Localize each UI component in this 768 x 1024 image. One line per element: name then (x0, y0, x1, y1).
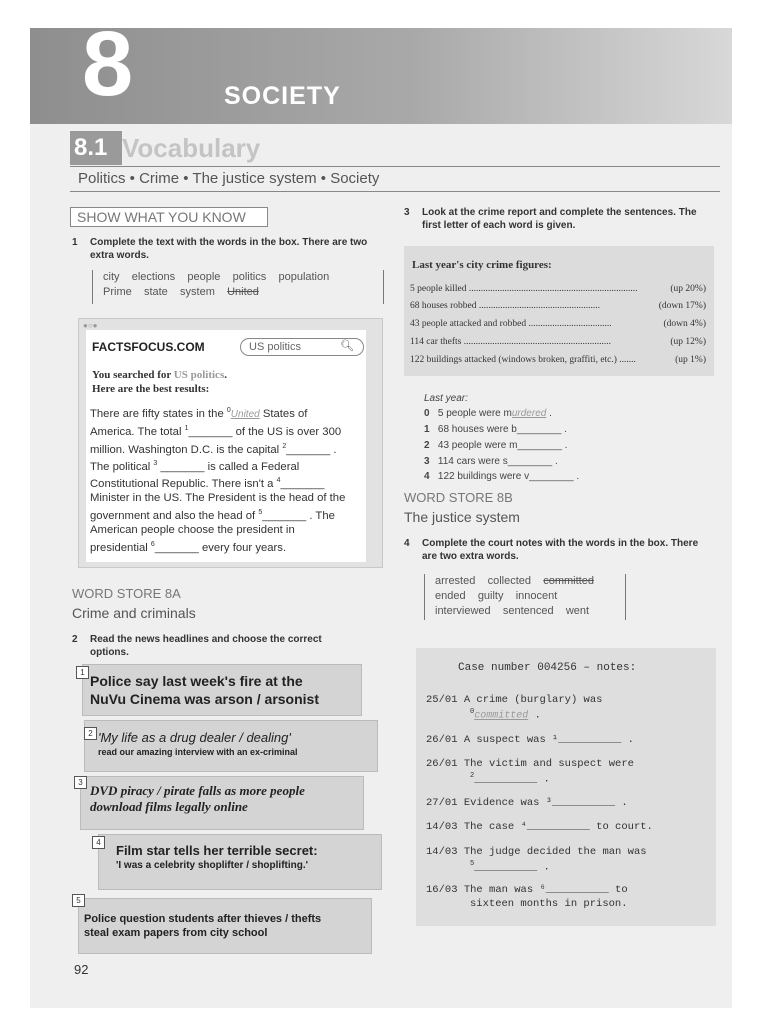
sentence-number: 4 (424, 471, 430, 482)
sentence-text: 122 buildings were v________ . (437, 471, 580, 482)
note-date: 27/01 (426, 797, 458, 809)
word-box-line: ended guilty innocent (435, 590, 558, 602)
note-text: . (528, 709, 541, 722)
result-label: You searched for (92, 369, 174, 381)
instruction-text: Look at the crime report and complete the sentences. The first letter of each word is given. (422, 207, 697, 231)
result-subtitle: Here are the best results: (92, 383, 210, 395)
text-run: _______ is called a Federal Constitutional Republic. There isn't a (90, 460, 300, 490)
exercise-number: 4 (404, 538, 410, 549)
window-controls-icon: ●○● (83, 321, 98, 330)
gap-number: 0 (470, 708, 475, 716)
sentence-number: 3 (424, 456, 430, 467)
gap-number: 6 (150, 540, 155, 548)
word-store-8a-subtitle: Crime and criminals (72, 605, 196, 621)
last-year-label: Last year: (424, 393, 468, 404)
note-date: 16/03 (426, 884, 458, 896)
example-answer: United (230, 408, 260, 420)
note-row-continued (470, 898, 628, 910)
gap-number: 2 (282, 442, 287, 450)
row-change: (up 20%) (670, 284, 706, 294)
word-box-1 (92, 270, 384, 304)
note-text: The judge decided the man was (463, 846, 647, 858)
note-date: 26/01 (426, 734, 458, 746)
row-label: 43 people attacked and robbed ................................... (410, 319, 612, 329)
article-text (90, 404, 350, 555)
word-box-line: city elections people politics population (103, 271, 330, 283)
crime-report-row (410, 301, 706, 311)
gap-number: 1 (184, 425, 189, 433)
word-store-8b-title: WORD STORE 8B (404, 490, 513, 505)
headline-line: read our amazing interview with an ex-criminal (98, 747, 298, 757)
row-label: 114 car thefts .............................................................. (410, 337, 611, 347)
row-change: (up 1%) (675, 355, 706, 365)
sentence-end: . (546, 408, 552, 419)
sentence-text: 114 cars were s________ . (437, 456, 558, 467)
note-row (426, 846, 647, 858)
example-answer: committed (474, 710, 529, 722)
headline-line: DVD piracy / pirate falls as more people (90, 783, 305, 798)
unit-header-band (30, 28, 732, 124)
word-box-line (103, 285, 383, 300)
struck-example-word: committed (543, 575, 594, 587)
note-row (426, 884, 628, 896)
note-text: __________ . (474, 861, 550, 874)
row-label: 68 houses robbed ................................................... (410, 301, 600, 311)
crime-report-title: Last year's city crime figures: (412, 259, 552, 271)
gap-number: 5 (258, 508, 263, 516)
lesson-number: 8.1 (70, 131, 122, 165)
section-label: SHOW WHAT YOU KNOW (70, 207, 268, 227)
headline-text (90, 783, 305, 815)
note-row-continued (470, 708, 541, 722)
struck-example-word: United (227, 286, 259, 298)
exercise-number: 3 (404, 207, 410, 218)
headline-number: 3 (74, 776, 87, 789)
crime-report-row (410, 355, 706, 365)
headline-number: 2 (84, 727, 97, 740)
word-box-line: interviewed sentenced went (435, 605, 590, 617)
text-run: _______ every four years. (154, 541, 287, 554)
lesson-title: Vocabulary (122, 133, 261, 163)
gap-number: 2 (470, 772, 475, 780)
gap-number: 3 (153, 459, 158, 467)
headline-line: steal exam papers from city school (84, 927, 268, 939)
sentence-row (424, 456, 558, 467)
note-row-continued (470, 860, 550, 874)
headline-line: NuVu Cinema was arson / arsonist (90, 691, 319, 707)
text-run: _______ of the US is over 300 million. Washington D.C. is the capital (90, 426, 342, 456)
word-box-line (435, 574, 625, 589)
headline-text (90, 672, 319, 708)
gap-number: 0 (226, 407, 231, 414)
exercise-2-instruction (72, 633, 322, 659)
row-label: 5 people killed ....................................................................... (410, 284, 638, 294)
note-row (426, 821, 653, 833)
sentence-text: 68 houses were b________ . (437, 424, 567, 435)
sentence-text: 5 people were m (437, 408, 512, 419)
headline-line: 'My life as a drug dealer / dealing' (98, 730, 291, 745)
headline-number: 4 (92, 836, 105, 849)
instruction-text: Complete the text with the words in the box. There are two extra words. (90, 237, 368, 261)
text-run: States of America. The total (90, 407, 308, 439)
sentence-row (424, 408, 552, 419)
word-box-4 (424, 574, 626, 620)
note-text: The man was ⁶__________ to (463, 884, 628, 896)
unit-title: SOCIETY (224, 82, 341, 110)
note-text: The victim and suspect were (463, 758, 634, 770)
example-answer: urdered (511, 408, 547, 419)
headline-number: 1 (76, 666, 89, 679)
court-notes-title: Case number 004256 – notes: (458, 662, 637, 674)
headline-text (98, 730, 298, 757)
note-row (426, 758, 634, 770)
result-heading (92, 368, 227, 396)
note-text: __________ . (474, 773, 550, 786)
sentence-number: 0 (424, 408, 430, 419)
headline-line: download films legally online (90, 799, 248, 814)
page-number: 92 (74, 962, 89, 977)
note-text: A suspect was ¹__________ . (463, 734, 634, 746)
text-run: _______ Minister in the US. The President is the head of the government and also the head of (90, 477, 346, 522)
text-run: _______ . The political (90, 443, 337, 473)
row-label: 122 buildings attacked (windows broken, graffiti, etc.) ....... (410, 355, 636, 365)
headline-text (84, 912, 321, 940)
exercise-3-instruction (404, 206, 714, 232)
headline-line: Film star tells her terrible secret: (116, 843, 318, 858)
search-input[interactable]: US politics (240, 338, 364, 356)
topics-bar: Politics • Crime • The justice system • Society (70, 166, 720, 192)
row-change: (down 17%) (658, 301, 706, 311)
gap-number: 5 (470, 860, 475, 868)
gap-number: 4 (276, 477, 281, 485)
headline-text (116, 843, 318, 871)
instruction-text: Complete the court notes with the words in the box. There are two extra words. (422, 538, 699, 562)
instruction-text: Read the news headlines and choose the correct options. (90, 634, 322, 658)
headline-line: Police say last week's fire at the (90, 673, 303, 689)
sentence-row (424, 471, 579, 482)
row-change: (down 4%) (663, 319, 706, 329)
note-date: 26/01 (426, 758, 458, 770)
note-text: The case ⁴__________ to court. (463, 821, 653, 833)
exercise-number: 1 (72, 237, 78, 248)
exercise-number: 2 (72, 634, 78, 645)
note-date: 14/03 (426, 846, 458, 858)
exercise-1-instruction (72, 236, 382, 262)
sentence-row (424, 440, 567, 451)
word-store-8a-title: WORD STORE 8A (72, 586, 181, 601)
note-date: 14/03 (426, 821, 458, 833)
note-row-continued (470, 772, 550, 786)
result-query: US politics (173, 369, 225, 381)
site-name: FACTSFOCUS.COM (92, 340, 205, 354)
text-run: There are fifty states in the (90, 407, 227, 420)
row-change: (up 12%) (670, 337, 706, 347)
note-text: sixteen months in prison. (470, 898, 628, 910)
headline-number: 5 (72, 894, 85, 907)
unit-number: 8 (82, 13, 134, 115)
note-row (426, 797, 628, 809)
note-row (426, 734, 634, 746)
result-punct: . (224, 369, 227, 381)
word-list: Prime state system (103, 286, 228, 298)
crime-report-row (410, 284, 706, 294)
note-row (426, 694, 602, 706)
search-icon[interactable]: 🔍︎ (340, 340, 354, 352)
crime-report-row (410, 319, 706, 329)
note-date: 25/01 (426, 694, 458, 706)
exercise-4-instruction (404, 537, 714, 563)
sentence-number: 1 (424, 424, 430, 435)
sentence-text: 43 people were m________ . (437, 440, 568, 451)
note-text: A crime (burglary) was (463, 694, 603, 706)
word-list: arrested collected (435, 575, 544, 587)
sentence-number: 2 (424, 440, 430, 451)
sentence-row (424, 424, 567, 435)
crime-report-row (410, 337, 706, 347)
text-run: _______ . The American people choose the president in presidential (90, 509, 335, 554)
note-text: Evidence was ³__________ . (463, 797, 628, 809)
headline-line: Police question students after thieves / thefts (84, 913, 322, 925)
headline-line: 'I was a celebrity shoplifter / shoplifting.' (116, 860, 309, 871)
word-store-8b-subtitle: The justice system (404, 509, 520, 525)
